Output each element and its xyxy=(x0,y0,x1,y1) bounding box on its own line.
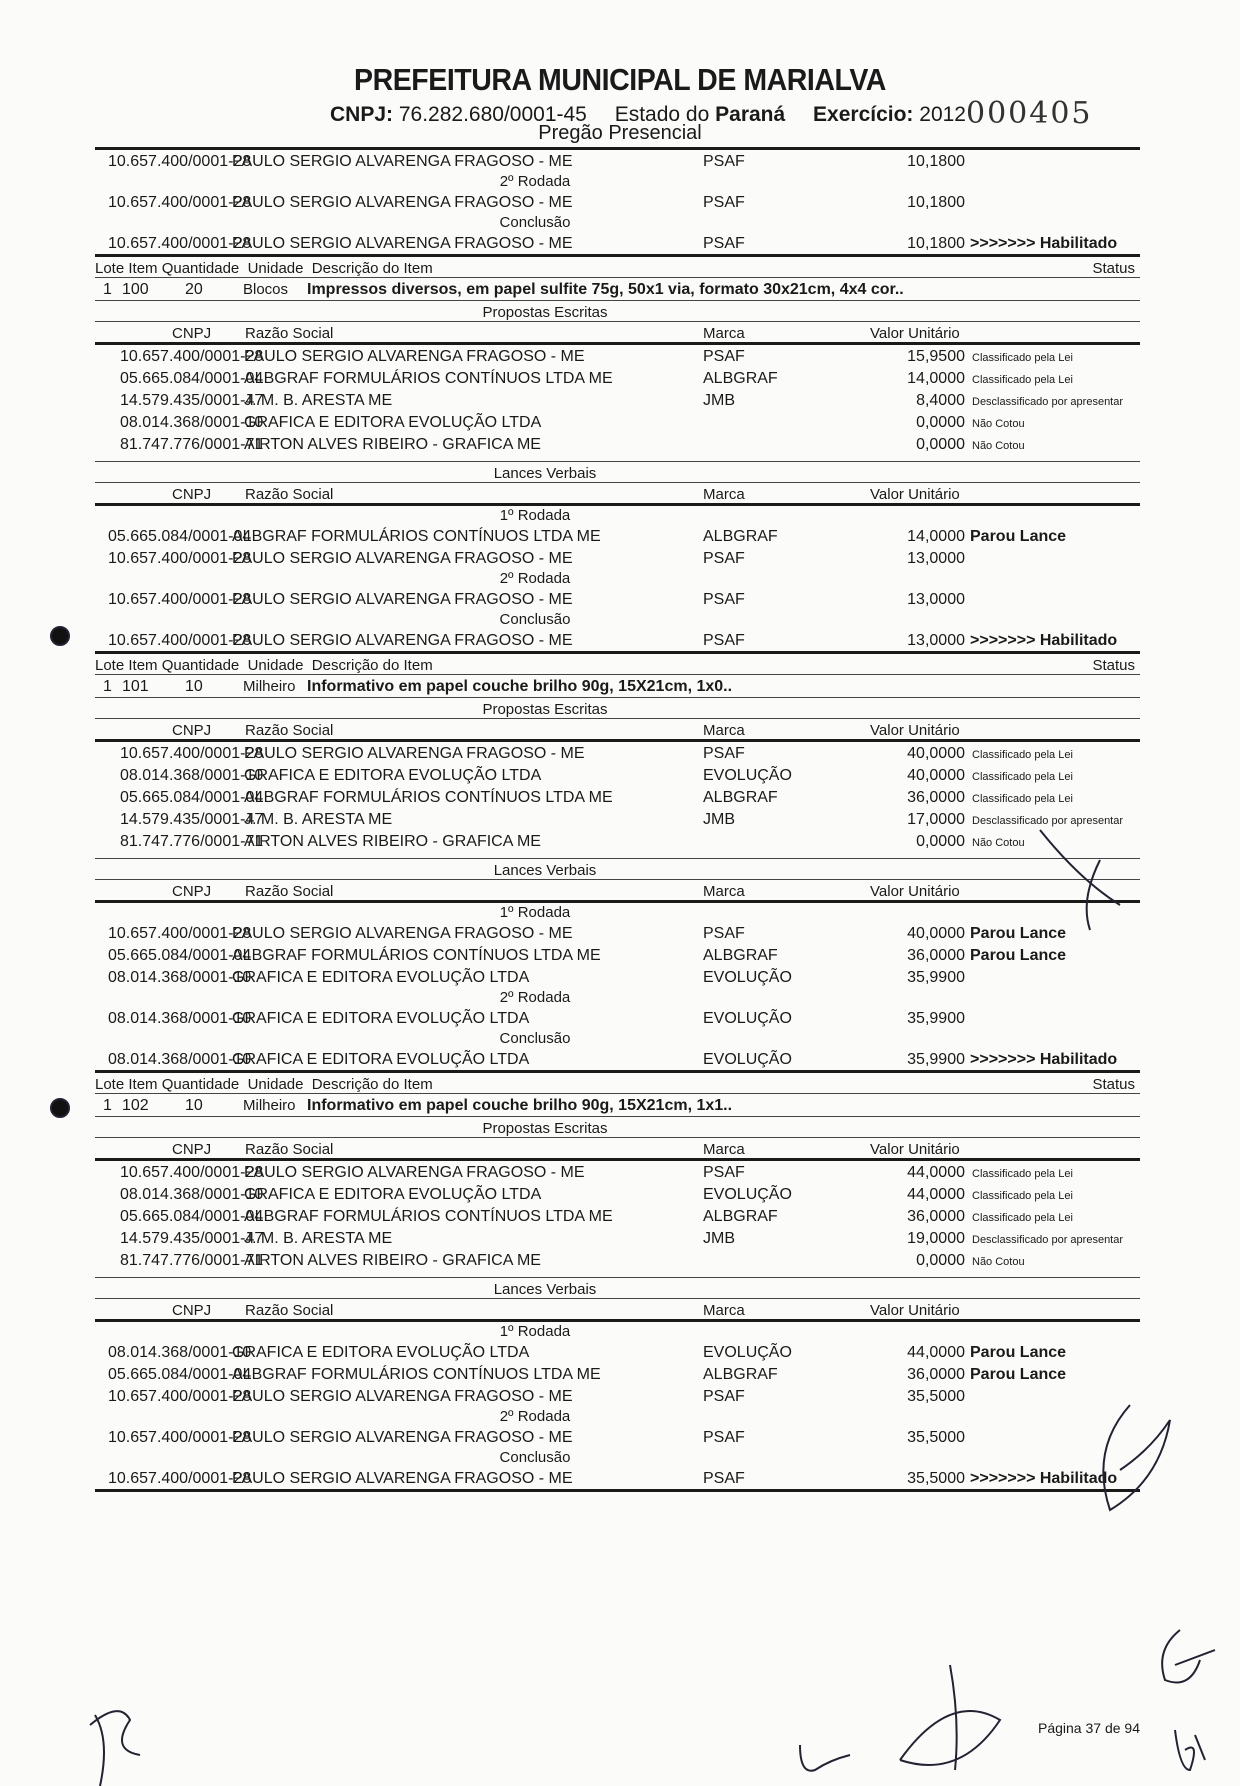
table-row xyxy=(95,525,1140,547)
marca-cell: EVOLUÇÃO xyxy=(703,1186,792,1203)
column-header-razao: Razão Social xyxy=(245,1302,334,1319)
status-cell: >>>>>>> Habilitado xyxy=(970,235,1118,252)
status-cell: >>>>>>> Habilitado xyxy=(970,1470,1118,1487)
marca-cell: PSAF xyxy=(703,925,745,942)
valor-cell: 0,0000 xyxy=(916,414,965,431)
round-label-row xyxy=(95,213,1140,232)
round-label-row xyxy=(95,1322,1140,1341)
exercicio-value: 2012 xyxy=(919,103,966,126)
table-row xyxy=(95,411,1140,433)
column-header-row xyxy=(95,1138,1140,1158)
marca-cell: ALBGRAF xyxy=(703,528,778,545)
valor-cell: 13,0000 xyxy=(907,550,965,567)
status-cell: Não Cotou xyxy=(972,418,1025,430)
cnpj-cell: 14.579.435/0001-47 xyxy=(120,811,264,828)
status-cell: Desclassificado por apresentar xyxy=(972,1234,1124,1246)
razao-social-cell: ALBGRAF FORMULÁRIOS CONTÍNUOS LTDA ME xyxy=(232,528,601,545)
lote-header-label: Lote Item Quantidade Unidade Descrição do Item xyxy=(95,657,433,674)
cnpj-cell: 10.657.400/0001-28 xyxy=(108,591,252,608)
estado-prefix: Estado do xyxy=(614,103,710,126)
valor-cell: 14,0000 xyxy=(907,370,965,387)
table-row xyxy=(95,830,1140,852)
section-title-row xyxy=(95,859,1140,879)
quantidade: 10 xyxy=(185,1097,203,1114)
unidade: Milheiro xyxy=(243,1097,296,1114)
valor-cell: 35,9900 xyxy=(907,1010,965,1027)
cnpj-cell: 08.014.368/0001-10 xyxy=(120,767,264,784)
cnpj-label: CNPJ: xyxy=(330,103,394,126)
column-header-row xyxy=(95,1299,1140,1319)
marca-cell: PSAF xyxy=(703,348,745,365)
section-title: Lances Verbais xyxy=(493,465,597,482)
column-header-marca: Marca xyxy=(703,1141,745,1158)
marca-cell: EVOLUÇÃO xyxy=(703,1051,792,1068)
razao-social-cell: PAULO SERGIO ALVARENGA FRAGOSO - ME xyxy=(232,1470,573,1487)
cnpj-cell: 08.014.368/0001-10 xyxy=(108,1344,252,1361)
razao-social-cell: PAULO SERGIO ALVARENGA FRAGOSO - ME xyxy=(232,632,573,649)
round-label: Conclusão xyxy=(499,214,571,231)
razao-social-cell: GRAFICA E EDITORA EVOLUÇÃO LTDA xyxy=(244,414,542,431)
valor-cell: 40,0000 xyxy=(907,745,965,762)
quantidade: 10 xyxy=(185,678,203,695)
razao-social-cell: AIRTON ALVES RIBEIRO - GRAFICA ME xyxy=(244,436,541,453)
valor-cell: 0,0000 xyxy=(916,436,965,453)
round-label-row xyxy=(95,172,1140,191)
razao-social-cell: PAULO SERGIO ALVARENGA FRAGOSO - ME xyxy=(232,194,573,211)
razao-social-cell: PAULO SERGIO ALVARENGA FRAGOSO - ME xyxy=(232,925,573,942)
table-row xyxy=(95,1426,1140,1448)
valor-cell: 13,0000 xyxy=(907,591,965,608)
signature-mark xyxy=(90,1711,140,1786)
divider xyxy=(95,1489,1140,1492)
column-header-valor: Valor Unitário xyxy=(870,486,960,503)
table-row xyxy=(95,944,1140,966)
valor-cell: 8,4000 xyxy=(916,392,965,409)
column-header-row xyxy=(95,322,1140,342)
cnpj-cell: 10.657.400/0001-28 xyxy=(108,235,252,252)
section-title: Propostas Escritas xyxy=(482,1120,608,1137)
valor-cell: 36,0000 xyxy=(907,947,965,964)
valor-cell: 10,1800 xyxy=(907,153,965,170)
cnpj-cell: 08.014.368/0001-10 xyxy=(120,414,264,431)
cnpj-cell: 81.747.776/0001-71 xyxy=(120,1252,264,1269)
status-cell: Desclassificado por apresentar xyxy=(972,815,1124,827)
cnpj-cell: 10.657.400/0001-28 xyxy=(108,194,252,211)
razao-social-cell: PAULO SERGIO ALVARENGA FRAGOSO - ME xyxy=(232,1388,573,1405)
table-row xyxy=(95,345,1140,367)
marca-cell: PSAF xyxy=(703,194,745,211)
razao-social-cell: AIRTON ALVES RIBEIRO - GRAFICA ME xyxy=(244,1252,541,1269)
lote-number: 1 xyxy=(103,1097,112,1114)
cnpj-cell: 10.657.400/0001-28 xyxy=(108,925,252,942)
column-header-cnpj: CNPJ xyxy=(172,1302,212,1319)
round-label: 1º Rodada xyxy=(499,904,571,921)
lote-item-row xyxy=(95,1094,1140,1116)
status-cell: >>>>>>> Habilitado xyxy=(970,1051,1118,1068)
cnpj-cell: 81.747.776/0001-71 xyxy=(120,436,264,453)
column-header-cnpj: CNPJ xyxy=(172,1141,212,1158)
section-title-row xyxy=(95,462,1140,482)
status-cell: Classificado pela Lei xyxy=(972,749,1073,761)
page-title: PREFEITURA MUNICIPAL DE MARIALVA xyxy=(354,62,886,97)
valor-cell: 35,9900 xyxy=(907,969,965,986)
status-cell: Classificado pela Lei xyxy=(972,1168,1073,1180)
razao-social-cell: GRAFICA E EDITORA EVOLUÇÃO LTDA xyxy=(232,1010,530,1027)
lote-header-row xyxy=(95,1073,1140,1093)
table-row xyxy=(95,191,1140,213)
cnpj-cell: 05.665.084/0001-04 xyxy=(120,370,264,387)
item-number: 102 xyxy=(122,1097,149,1114)
valor-cell: 14,0000 xyxy=(907,528,965,545)
table-row xyxy=(95,1227,1140,1249)
valor-cell: 17,0000 xyxy=(907,811,965,828)
marca-cell: EVOLUÇÃO xyxy=(703,969,792,986)
column-header-razao: Razão Social xyxy=(245,722,334,739)
signature-mark xyxy=(900,1665,1000,1770)
round-label: Conclusão xyxy=(499,1449,571,1466)
status-cell: Parou Lance xyxy=(970,1366,1067,1383)
punch-hole xyxy=(51,1099,69,1117)
marca-cell: JMB xyxy=(703,1230,735,1247)
cnpj-cell: 08.014.368/0001-10 xyxy=(120,1186,264,1203)
section-title-row xyxy=(95,698,1140,718)
status-cell: Classificado pela Lei xyxy=(972,1190,1073,1202)
table-row xyxy=(95,786,1140,808)
section-title: Propostas Escritas xyxy=(482,701,608,718)
table-row xyxy=(95,588,1140,610)
column-header-razao: Razão Social xyxy=(245,486,334,503)
table-row xyxy=(95,1249,1140,1271)
column-header-cnpj: CNPJ xyxy=(172,325,212,342)
round-label-row xyxy=(95,506,1140,525)
cnpj-cell: 10.657.400/0001-28 xyxy=(108,1470,252,1487)
status-cell: Não Cotou xyxy=(972,1256,1025,1268)
status-cell: Desclassificado por apresentar xyxy=(972,396,1124,408)
descricao: Informativo em papel couche brilho 90g, 15X21cm, 1x0.. xyxy=(307,678,733,695)
status-cell: Não Cotou xyxy=(972,440,1025,452)
valor-cell: 40,0000 xyxy=(907,925,965,942)
razao-social-cell: ALBGRAF FORMULÁRIOS CONTÍNUOS LTDA ME xyxy=(244,789,613,806)
razao-social-cell: GRAFICA E EDITORA EVOLUÇÃO LTDA xyxy=(232,969,530,986)
round-label-row xyxy=(95,1407,1140,1426)
column-header-razao: Razão Social xyxy=(245,1141,334,1158)
marca-cell: ALBGRAF xyxy=(703,1208,778,1225)
round-label: 2º Rodada xyxy=(499,989,571,1006)
column-header-row xyxy=(95,880,1140,900)
column-header-row xyxy=(95,483,1140,503)
marca-cell: PSAF xyxy=(703,235,745,252)
round-label-row xyxy=(95,903,1140,922)
valor-cell: 10,1800 xyxy=(907,194,965,211)
marca-cell: EVOLUÇÃO xyxy=(703,767,792,784)
cnpj-cell: 05.665.084/0001-04 xyxy=(108,528,252,545)
status-cell: Parou Lance xyxy=(970,925,1067,942)
descricao: Impressos diversos, em papel sulfite 75g, 50x1 via, formato 30x21cm, 4x4 cor.. xyxy=(307,281,904,298)
razao-social-cell: ALBGRAF FORMULÁRIOS CONTÍNUOS LTDA ME xyxy=(232,947,601,964)
status-cell: >>>>>>> Habilitado xyxy=(970,632,1118,649)
valor-cell: 19,0000 xyxy=(907,1230,965,1247)
marca-cell: PSAF xyxy=(703,745,745,762)
column-header-row xyxy=(95,719,1140,739)
valor-cell: 44,0000 xyxy=(907,1186,965,1203)
valor-cell: 36,0000 xyxy=(907,789,965,806)
cnpj-cell: 08.014.368/0001-10 xyxy=(108,969,252,986)
marca-cell: PSAF xyxy=(703,591,745,608)
unidade: Milheiro xyxy=(243,678,296,695)
section-title: Lances Verbais xyxy=(493,862,597,879)
razao-social-cell: GRAFICA E EDITORA EVOLUÇÃO LTDA xyxy=(232,1344,530,1361)
status-cell: Classificado pela Lei xyxy=(972,793,1073,805)
lote-header-label: Lote Item Quantidade Unidade Descrição do Item xyxy=(95,1076,433,1093)
status-cell: Parou Lance xyxy=(970,1344,1067,1361)
marca-cell: JMB xyxy=(703,392,735,409)
cnpj-cell: 08.014.368/0001-10 xyxy=(108,1010,252,1027)
round-label: 2º Rodada xyxy=(499,173,571,190)
column-header-marca: Marca xyxy=(703,722,745,739)
table-row xyxy=(95,1183,1140,1205)
column-header-razao: Razão Social xyxy=(245,883,334,900)
item-number: 100 xyxy=(122,281,149,298)
razao-social-cell: AIRTON ALVES RIBEIRO - GRAFICA ME xyxy=(244,833,541,850)
lote-number: 1 xyxy=(103,678,112,695)
status-cell: Classificado pela Lei xyxy=(972,374,1073,386)
marca-cell: ALBGRAF xyxy=(703,789,778,806)
valor-cell: 0,0000 xyxy=(916,1252,965,1269)
column-header-valor: Valor Unitário xyxy=(870,1302,960,1319)
marca-cell: JMB xyxy=(703,811,735,828)
column-header-razao: Razão Social xyxy=(245,325,334,342)
marca-cell: PSAF xyxy=(703,1429,745,1446)
status-cell: Classificado pela Lei xyxy=(972,352,1073,364)
status-header: Status xyxy=(1092,657,1135,674)
razao-social-cell: PAULO SERGIO ALVARENGA FRAGOSO - ME xyxy=(244,1164,585,1181)
round-label-row xyxy=(95,569,1140,588)
round-label: Conclusão xyxy=(499,611,571,628)
signature-mark xyxy=(800,1745,850,1771)
cnpj-value: 76.282.680/0001-45 xyxy=(398,103,587,126)
column-header-marca: Marca xyxy=(703,325,745,342)
status-cell: Classificado pela Lei xyxy=(972,1212,1073,1224)
cnpj-cell: 05.665.084/0001-04 xyxy=(108,1366,252,1383)
cnpj-cell: 05.665.084/0001-04 xyxy=(120,789,264,806)
valor-cell: 44,0000 xyxy=(907,1344,965,1361)
round-label: 1º Rodada xyxy=(499,507,571,524)
column-header-marca: Marca xyxy=(703,1302,745,1319)
column-header-cnpj: CNPJ xyxy=(172,883,212,900)
round-label: 2º Rodada xyxy=(499,1408,571,1425)
table-row xyxy=(95,742,1140,764)
valor-cell: 35,5000 xyxy=(907,1470,965,1487)
cnpj-cell: 10.657.400/0001-28 xyxy=(120,1164,264,1181)
status-cell: Parou Lance xyxy=(970,947,1067,964)
table-row xyxy=(95,232,1140,254)
razao-social-cell: PAULO SERGIO ALVARENGA FRAGOSO - ME xyxy=(232,153,573,170)
marca-cell: PSAF xyxy=(703,632,745,649)
table-row xyxy=(95,922,1140,944)
razao-social-cell: PAULO SERGIO ALVARENGA FRAGOSO - ME xyxy=(232,591,573,608)
marca-cell: PSAF xyxy=(703,1470,745,1487)
table-row xyxy=(95,1048,1140,1070)
column-header-marca: Marca xyxy=(703,486,745,503)
cnpj-cell: 14.579.435/0001-47 xyxy=(120,392,264,409)
marca-cell: ALBGRAF xyxy=(703,370,778,387)
lote-header-row xyxy=(95,654,1140,674)
section-title: Lances Verbais xyxy=(493,1281,597,1298)
table-row xyxy=(95,1007,1140,1029)
column-header-valor: Valor Unitário xyxy=(870,325,960,342)
round-label: Conclusão xyxy=(499,1030,571,1047)
punch-hole xyxy=(51,627,69,645)
section-title-row xyxy=(95,1117,1140,1137)
table-row xyxy=(95,1385,1140,1407)
cnpj-cell: 10.657.400/0001-28 xyxy=(108,632,252,649)
table-row xyxy=(95,433,1140,455)
razao-social-cell: PAULO SERGIO ALVARENGA FRAGOSO - ME xyxy=(232,235,573,252)
cnpj-cell: 10.657.400/0001-28 xyxy=(108,550,252,567)
round-label-row xyxy=(95,610,1140,629)
valor-cell: 44,0000 xyxy=(907,1164,965,1181)
marca-cell: PSAF xyxy=(703,1164,745,1181)
marca-cell: ALBGRAF xyxy=(703,1366,778,1383)
table-row xyxy=(95,150,1140,172)
valor-cell: 10,1800 xyxy=(907,235,965,252)
valor-cell: 35,9900 xyxy=(907,1051,965,1068)
lote-number: 1 xyxy=(103,281,112,298)
page-number: Página 37 de 94 xyxy=(1038,1720,1140,1736)
round-label: 1º Rodada xyxy=(499,1323,571,1340)
razao-social-cell: J. M. B. ARESTA ME xyxy=(244,1230,393,1247)
item-number: 101 xyxy=(122,678,149,695)
modalidade: Pregão Presencial xyxy=(538,122,702,144)
razao-social-cell: ALBGRAF FORMULÁRIOS CONTÍNUOS LTDA ME xyxy=(244,370,613,387)
table-row xyxy=(95,1363,1140,1385)
razao-social-cell: PAULO SERGIO ALVARENGA FRAGOSO - ME xyxy=(244,348,585,365)
cnpj-cell: 10.657.400/0001-28 xyxy=(108,1429,252,1446)
table-row xyxy=(95,389,1140,411)
round-label: 2º Rodada xyxy=(499,570,571,587)
cnpj-cell: 08.014.368/0001-10 xyxy=(108,1051,252,1068)
marca-cell: PSAF xyxy=(703,1388,745,1405)
table-row xyxy=(95,764,1140,786)
cnpj-cell: 10.657.400/0001-28 xyxy=(120,348,264,365)
valor-cell: 35,5000 xyxy=(907,1429,965,1446)
round-label-row xyxy=(95,1029,1140,1048)
lote-item-row xyxy=(95,675,1140,697)
razao-social-cell: GRAFICA E EDITORA EVOLUÇÃO LTDA xyxy=(232,1051,530,1068)
table-row xyxy=(95,547,1140,569)
marca-cell: PSAF xyxy=(703,153,745,170)
signature-mark xyxy=(1162,1630,1215,1683)
quantidade: 20 xyxy=(185,281,203,298)
razao-social-cell: GRAFICA E EDITORA EVOLUÇÃO LTDA xyxy=(244,1186,542,1203)
table-row xyxy=(95,1467,1140,1489)
valor-cell: 13,0000 xyxy=(907,632,965,649)
signature-mark xyxy=(1175,1730,1205,1770)
column-header-cnpj: CNPJ xyxy=(172,486,212,503)
table-row xyxy=(95,1205,1140,1227)
cnpj-cell: 14.579.435/0001-47 xyxy=(120,1230,264,1247)
table-row xyxy=(95,966,1140,988)
exercicio-label: Exercício: xyxy=(813,103,914,126)
cnpj-cell: 10.657.400/0001-28 xyxy=(108,153,252,170)
marca-cell: ALBGRAF xyxy=(703,947,778,964)
section-title: Propostas Escritas xyxy=(482,304,608,321)
cnpj-cell: 10.657.400/0001-28 xyxy=(120,745,264,762)
table-row xyxy=(95,1341,1140,1363)
cnpj-cell: 10.657.400/0001-28 xyxy=(108,1388,252,1405)
column-header-valor: Valor Unitário xyxy=(870,722,960,739)
valor-cell: 36,0000 xyxy=(907,1366,965,1383)
marca-cell: EVOLUÇÃO xyxy=(703,1344,792,1361)
status-header: Status xyxy=(1092,260,1135,277)
valor-cell: 15,9500 xyxy=(907,348,965,365)
table-row xyxy=(95,367,1140,389)
document-body xyxy=(95,147,1140,1492)
section-title-row xyxy=(95,301,1140,321)
razao-social-cell: ALBGRAF FORMULÁRIOS CONTÍNUOS LTDA ME xyxy=(232,1366,601,1383)
lote-header-label: Lote Item Quantidade Unidade Descrição do Item xyxy=(95,260,433,277)
marca-cell: PSAF xyxy=(703,550,745,567)
marca-cell: EVOLUÇÃO xyxy=(703,1010,792,1027)
razao-social-cell: J. M. B. ARESTA ME xyxy=(244,392,393,409)
cnpj-cell: 81.747.776/0001-71 xyxy=(120,833,264,850)
status-cell: Classificado pela Lei xyxy=(972,771,1073,783)
valor-cell: 0,0000 xyxy=(916,833,965,850)
round-label-row xyxy=(95,1448,1140,1467)
status-header: Status xyxy=(1092,1076,1135,1093)
cnpj-cell: 05.665.084/0001-04 xyxy=(120,1208,264,1225)
table-row xyxy=(95,808,1140,830)
valor-cell: 36,0000 xyxy=(907,1208,965,1225)
table-row xyxy=(95,629,1140,651)
status-cell: Parou Lance xyxy=(970,528,1067,545)
descricao: Informativo em papel couche brilho 90g, 15X21cm, 1x1.. xyxy=(307,1097,733,1114)
column-header-marca: Marca xyxy=(703,883,745,900)
lote-item-row xyxy=(95,278,1140,300)
valor-cell: 40,0000 xyxy=(907,767,965,784)
section-title-row xyxy=(95,1278,1140,1298)
razao-social-cell: GRAFICA E EDITORA EVOLUÇÃO LTDA xyxy=(244,767,542,784)
razao-social-cell: J. M. B. ARESTA ME xyxy=(244,811,393,828)
razao-social-cell: PAULO SERGIO ALVARENGA FRAGOSO - ME xyxy=(232,1429,573,1446)
column-header-valor: Valor Unitário xyxy=(870,1141,960,1158)
razao-social-cell: PAULO SERGIO ALVARENGA FRAGOSO - ME xyxy=(244,745,585,762)
unidade: Blocos xyxy=(243,281,289,298)
lote-header-row xyxy=(95,257,1140,277)
cnpj-cell: 05.665.084/0001-04 xyxy=(108,947,252,964)
razao-social-cell: PAULO SERGIO ALVARENGA FRAGOSO - ME xyxy=(232,550,573,567)
valor-cell: 35,5000 xyxy=(907,1388,965,1405)
razao-social-cell: ALBGRAF FORMULÁRIOS CONTÍNUOS LTDA ME xyxy=(244,1208,613,1225)
column-header-cnpj: CNPJ xyxy=(172,722,212,739)
round-label-row xyxy=(95,988,1140,1007)
estado-value: Paraná xyxy=(715,103,786,126)
table-row xyxy=(95,1161,1140,1183)
column-header-valor: Valor Unitário xyxy=(870,883,960,900)
status-cell: Não Cotou xyxy=(972,837,1025,849)
page-stamp-number: 000405 xyxy=(965,96,1093,131)
